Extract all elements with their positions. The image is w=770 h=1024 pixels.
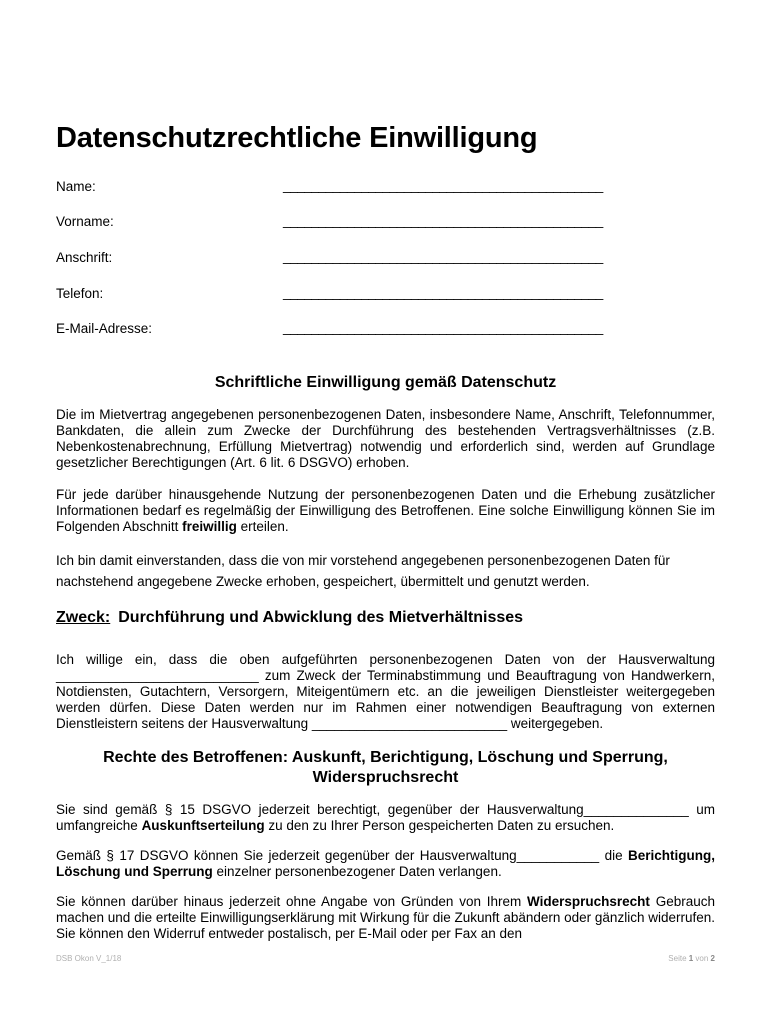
rights-paragraph-2-tail: einzelner personenbezogener Daten verlangen. bbox=[212, 864, 502, 879]
consent-paragraph-1: Die im Mietvertrag angegebenen personenbezogenen Daten, insbesondere Name, Anschrift, Telefonnummer, Bankdaten, die allein zum Zwecke der Durchführung des bestehenden Vertragsverhältnisses (z.B. Nebenkostenabrechnung, Erfüllung Mietvertrag) notwendig und erforderlich sind, werden auf Grundlage gesetzlicher Berechtigungen (Art. 6 lit. 6 DSGVO) erhoben. bbox=[56, 407, 715, 470]
purpose-key: Zweck: bbox=[56, 609, 111, 626]
purpose-heading bbox=[56, 609, 523, 627]
rights-paragraph-1-text: Sie sind gemäß § 15 DSGVO jederzeit berechtigt, gegenüber der Hausverwaltung______________ um umfangreiche bbox=[56, 802, 715, 833]
rights-heading-line-1: Rechte des Betroffenen: Auskunft, Berichtigung, Löschung und Sperrung, bbox=[103, 749, 668, 766]
rights-paragraph-2-bold: Berichtigung, Löschung und Sperrung bbox=[56, 848, 715, 879]
rights-paragraph-3-text: Sie können darüber hinaus jederzeit ohne Angabe von Gründen von Ihrem bbox=[56, 894, 528, 909]
rights-paragraph-2-text: Gemäß § 17 DSGVO können Sie jederzeit gegenüber der Hausverwaltung___________ die bbox=[56, 848, 628, 863]
vorname-field[interactable]: _____________________________________________ bbox=[283, 213, 603, 228]
rights-paragraph-3 bbox=[56, 894, 715, 942]
consent-paragraph-2-tail: erteilen. bbox=[236, 519, 289, 534]
telefon-label: Telefon: bbox=[56, 286, 104, 301]
footer-page-prefix: Seite bbox=[668, 954, 689, 963]
purpose-paragraph: Ich willige ein, dass die oben aufgeführten personenbezogenen Daten von der Hausverwaltung ___________________________ zum Zweck der Terminabstimmung und Beauftragung von Handwerkern, Notdiensten, Gutachtern, Versorgern, Miteigentümern etc. an die jeweiligen Dienstleister weitergegeben werden dürfen. Diese Daten werden nur im Rahmen einer notwendigen Beauftragung von externen Dienstleistern seitens der Hausverwaltung __________________________ weitergegeben. bbox=[56, 652, 715, 731]
email-field[interactable]: _____________________________________________ bbox=[283, 320, 603, 335]
footer-total-pages: 2 bbox=[710, 954, 715, 963]
rights-paragraph-2 bbox=[56, 848, 715, 880]
rights-paragraph-3-bold: Widerspruchsrecht bbox=[527, 894, 650, 909]
rights-paragraph-3-tail: Gebrauch machen und die erteilte Einwilligungserklärung mit Wirkung für die Zukunft abändern oder gänzlich widerrufen. Sie können den Widerruf entweder postalisch, per E-Mail oder per Fax an den bbox=[56, 894, 715, 941]
document-title: Datenschutzrechtliche Einwilligung bbox=[56, 122, 538, 154]
rights-paragraph-1-bold: Auskunftserteilung bbox=[141, 818, 265, 833]
anschrift-field[interactable]: _____________________________________________ bbox=[283, 249, 603, 264]
email-label: E-Mail-Adresse: bbox=[56, 321, 153, 336]
name-field[interactable]: _____________________________________________ bbox=[283, 178, 603, 193]
consent-paragraph-3: Ich bin damit einverstanden, dass die von mir vorstehend angegebenen personenbezogenen Daten für nachstehend angegebene Zwecke erhoben, gespeichert, übermittelt und genutzt werden. bbox=[56, 553, 670, 589]
consent-paragraph-2-bold: freiwillig bbox=[182, 519, 237, 534]
footer-page-middle: von bbox=[693, 954, 711, 963]
consent-paragraph-2-text: Für jede darüber hinausgehende Nutzung der personenbezogenen Daten und die Erhebung zusätzlicher Informationen bedarf es regelmäßig der Einwilligung des Betroffenen. Eine solche Einwilligung können Sie im Folgenden Abschnitt bbox=[56, 487, 715, 534]
rights-paragraph-1-tail: zu den zu Ihrer Person gespeicherten Daten zu ersuchen. bbox=[264, 818, 615, 833]
footer-document-id: DSB Okon V_1/18 bbox=[56, 954, 122, 963]
consent-paragraph-2 bbox=[56, 487, 715, 535]
footer-page-number bbox=[620, 954, 715, 963]
rights-heading bbox=[56, 748, 715, 788]
purpose-title: Durchführung und Abwicklung des Mietverhältnisses bbox=[118, 609, 524, 626]
rights-heading-line-2: Widerspruchsrecht bbox=[312, 769, 459, 786]
consent-heading: Schriftliche Einwilligung gemäß Datenschutz bbox=[214, 374, 557, 391]
telefon-field[interactable]: _____________________________________________ bbox=[283, 285, 603, 300]
vorname-label: Vorname: bbox=[56, 214, 114, 229]
anschrift-label: Anschrift: bbox=[56, 250, 113, 265]
name-label: Name: bbox=[56, 179, 96, 194]
rights-paragraph-1 bbox=[56, 802, 715, 834]
footer-current-page: 1 bbox=[688, 954, 694, 963]
